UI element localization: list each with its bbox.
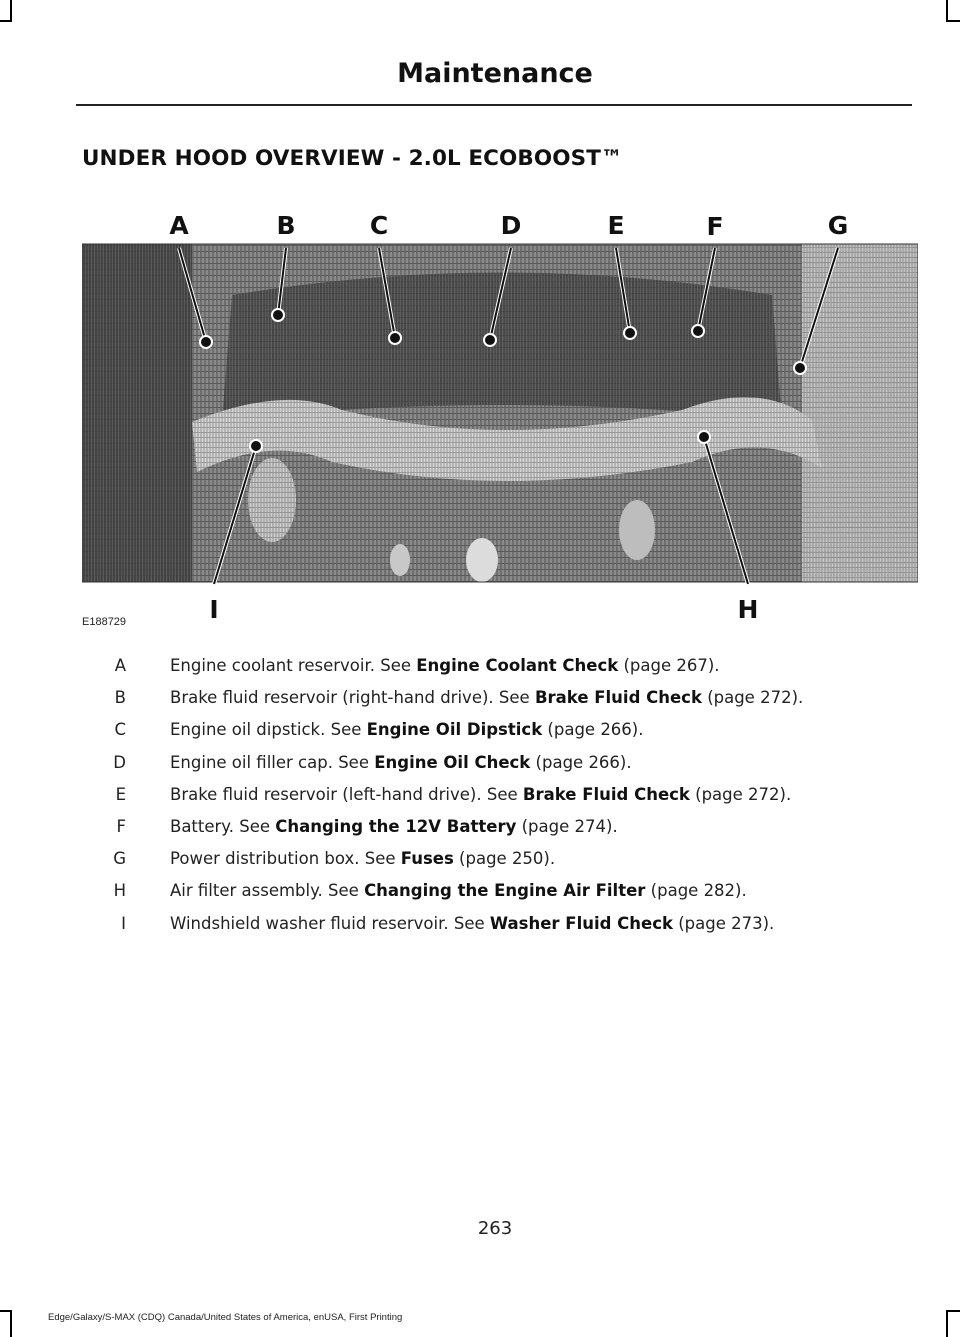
cross-reference: Brake Fluid Check bbox=[534, 688, 702, 708]
legend-row bbox=[82, 720, 912, 752]
legend-letter: G bbox=[113, 849, 126, 869]
legend-letter: H bbox=[113, 881, 126, 901]
footer-edition: Edge/Galaxy/S-MAX (CDQ) Canada/United States of America, enUSA, First Printing bbox=[48, 1312, 403, 1323]
legend-letter: B bbox=[114, 688, 126, 708]
cross-reference: Brake Fluid Check bbox=[522, 784, 690, 804]
legend-letter: F bbox=[116, 816, 126, 836]
cross-reference: Engine Oil Dipstick bbox=[366, 720, 543, 740]
legend-description: Battery. See Changing the 12V Battery (page 274). bbox=[170, 816, 618, 836]
crop-mark bbox=[10, 1310, 12, 1337]
crop-mark bbox=[0, 20, 12, 22]
cross-reference: Engine Oil Check bbox=[374, 752, 531, 772]
callout-b: B bbox=[276, 211, 296, 240]
crop-mark bbox=[0, 1310, 12, 1312]
legend-row bbox=[82, 914, 912, 946]
cross-reference: Changing the Engine Air Filter bbox=[364, 881, 646, 901]
callout-legend bbox=[82, 656, 912, 946]
running-header: Maintenance bbox=[397, 58, 593, 89]
page-number: 263 bbox=[477, 1218, 513, 1239]
legend-row bbox=[82, 849, 912, 881]
section-heading: UNDER HOOD OVERVIEW - 2.0L ECOBOOST™ bbox=[82, 146, 623, 171]
engine-bay-figure bbox=[82, 200, 918, 632]
callout-g: G bbox=[827, 211, 849, 240]
engine-bay-illustration bbox=[82, 200, 918, 632]
legend-description: Brake fluid reservoir (right-hand drive). See Brake Fluid Check (page 272). bbox=[170, 688, 804, 708]
legend-letter: A bbox=[114, 656, 126, 675]
legend-row bbox=[82, 753, 912, 785]
callout-e: E bbox=[607, 211, 625, 240]
legend-description: Engine coolant reservoir. See Engine Coolant Check (page 267). bbox=[170, 656, 720, 675]
legend-description: Engine oil filler cap. See Engine Oil Check (page 266). bbox=[170, 752, 632, 772]
crop-mark bbox=[946, 1310, 948, 1337]
cross-reference: Washer Fluid Check bbox=[489, 913, 673, 933]
legend-description: Power distribution box. See Fuses (page 250). bbox=[170, 849, 556, 869]
legend-description: Windshield washer fluid reservoir. See Washer Fluid Check (page 273). bbox=[170, 913, 775, 933]
callout-c: C bbox=[369, 211, 389, 240]
cross-reference: Fuses bbox=[400, 849, 454, 869]
legend-description: Engine oil dipstick. See Engine Oil Dipstick (page 266). bbox=[170, 720, 644, 740]
legend-row bbox=[82, 881, 912, 913]
legend-row bbox=[82, 785, 912, 817]
header-rule bbox=[76, 104, 912, 106]
callout-h: H bbox=[737, 595, 759, 624]
legend-description: Air filter assembly. See Changing the Engine Air Filter (page 282). bbox=[170, 881, 747, 901]
crop-mark bbox=[946, 20, 960, 22]
cross-reference: Engine Coolant Check bbox=[416, 656, 619, 675]
legend-letter: E bbox=[115, 784, 126, 804]
callout-f: F bbox=[706, 212, 724, 241]
legend-row bbox=[82, 656, 912, 688]
cross-reference: Changing the 12V Battery bbox=[275, 816, 517, 836]
crop-mark bbox=[946, 1310, 960, 1312]
crop-mark bbox=[10, 0, 12, 22]
legend-letter: I bbox=[121, 913, 126, 933]
figure-id: E188729 bbox=[82, 616, 127, 628]
callout-a: A bbox=[169, 211, 189, 240]
crop-mark bbox=[946, 0, 948, 22]
legend-letter: D bbox=[113, 752, 126, 772]
callout-i: I bbox=[209, 595, 219, 624]
legend-letter: C bbox=[114, 720, 126, 740]
callout-d: D bbox=[500, 211, 522, 240]
legend-row bbox=[82, 817, 912, 849]
legend-description: Brake fluid reservoir (left-hand drive). See Brake Fluid Check (page 272). bbox=[170, 784, 792, 804]
legend-row bbox=[82, 688, 912, 720]
